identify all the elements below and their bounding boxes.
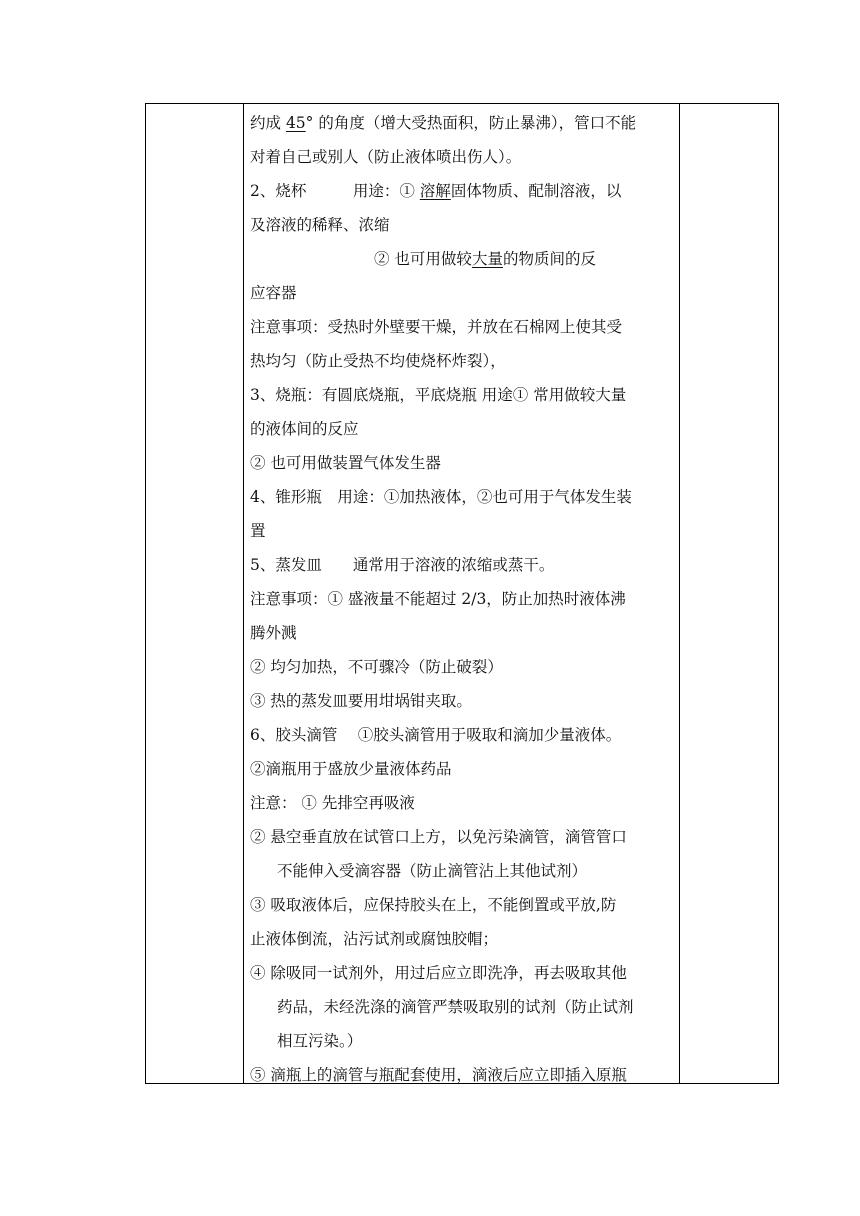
text-line: [250, 650, 678, 684]
text-segment: 药品，未经洗涤的滴管严禁吸取别的试剂（防止试剂: [277, 998, 634, 1016]
text-line: [250, 242, 678, 276]
text-segment: 注意事项：受热时外壁要干燥，并放在石棉网上使其受: [250, 318, 623, 336]
text-line: [250, 310, 678, 344]
text-segment: 固体物质、配制溶液，以: [450, 182, 622, 200]
text-line: [250, 548, 678, 582]
text-line: [250, 106, 678, 140]
text-segment: ° 的角度（增大受热面积，防止暴沸），管口不能: [305, 114, 637, 132]
text-segment: ④ 除吸同一试剂外，用过后应立即洗净，再去吸取其他: [250, 964, 627, 982]
text-line: [250, 922, 678, 956]
text-segment: 应容器: [250, 284, 297, 302]
text-segment: ② 均匀加热，不可骤冷（防止破裂）: [250, 658, 503, 676]
text-line: [250, 854, 678, 888]
text-line: [250, 276, 678, 310]
text-line: [250, 208, 678, 242]
text-line: [250, 1058, 678, 1092]
text-line: [250, 140, 678, 174]
text-segment: 置: [250, 522, 266, 540]
text-segment: ③ 吸取液体后，应保持胶头在上，不能倒置或平放,防: [250, 896, 617, 914]
text-line: [250, 684, 678, 718]
text-line: [250, 514, 678, 548]
text-segment: ③ 热的蒸发皿要用坩埚钳夹取。: [250, 692, 472, 710]
text-line: [250, 752, 678, 786]
text-segment: ②滴瓶用于盛放少量液体药品: [250, 760, 452, 778]
text-line: [250, 174, 678, 208]
column-divider-right: [679, 104, 680, 1083]
main-text-cell: [250, 104, 678, 1092]
text-line: [250, 888, 678, 922]
text-line: [250, 786, 678, 820]
text-line: [250, 990, 678, 1024]
underlined-term: 溶解: [419, 182, 451, 200]
text-segment: ② 悬空垂直放在试管口上方，以免污染滴管，滴管管口: [250, 828, 627, 846]
text-segment: 不能伸入受滴容器（防止滴管沾上其他试剂）: [277, 862, 588, 880]
text-line: [250, 480, 678, 514]
text-segment: 止液体倒流，沾污试剂或腐蚀胶帽；: [250, 930, 499, 948]
text-segment: 热均匀（防止受热不均使烧杯炸裂），: [250, 352, 506, 370]
text-segment: 约成: [250, 114, 286, 132]
text-segment: 6、胶头滴管 ①胶头滴管用于吸取和滴加少量液体。: [250, 726, 622, 744]
text-segment: 5、蒸发皿 通常用于溶液的浓缩或蒸干。: [250, 556, 555, 574]
text-line: [250, 412, 678, 446]
text-segment: 4、锥形瓶 用途：①加热液体，②也可用于气体发生装: [250, 488, 632, 506]
text-line: [250, 1024, 678, 1058]
text-line: [250, 616, 678, 650]
text-line: [250, 344, 678, 378]
text-segment: 注意： ① 先排空再吸液: [250, 794, 415, 812]
column-divider-left: [243, 104, 244, 1083]
text-segment: ⑤ 滴瓶上的滴管与瓶配套使用，滴液后应立即插入原瓶: [250, 1066, 627, 1084]
text-line: [250, 956, 678, 990]
text-line: [250, 582, 678, 616]
text-segment: 相互污染。）: [277, 1032, 363, 1050]
text-segment: 的物质间的反: [502, 250, 596, 268]
text-segment: 注意事项：① 盛液量不能超过 2/3，防止加热时液体沸: [250, 590, 626, 608]
text-segment: 及溶液的稀释、浓缩: [250, 216, 390, 234]
text-segment: 2、烧杯 用途：①: [250, 182, 420, 200]
text-line: [250, 378, 678, 412]
text-segment: 的液体间的反应: [250, 420, 359, 438]
text-segment: 3、烧瓶：有圆底烧瓶，平底烧瓶 用途① 常用做较大量: [250, 386, 627, 404]
underlined-term: 45: [285, 114, 306, 132]
content-table: [145, 103, 779, 1084]
text-segment: ② 也可用做较: [250, 250, 472, 268]
text-segment: 腾外溅: [250, 624, 297, 642]
text-segment: ② 也可用做装置气体发生器: [250, 454, 441, 472]
text-line: [250, 446, 678, 480]
text-segment: 对着自己或别人（防止液体喷出伤人）。: [250, 148, 522, 166]
text-line: [250, 820, 678, 854]
text-line: [250, 718, 678, 752]
underlined-term: 大量: [471, 250, 503, 268]
